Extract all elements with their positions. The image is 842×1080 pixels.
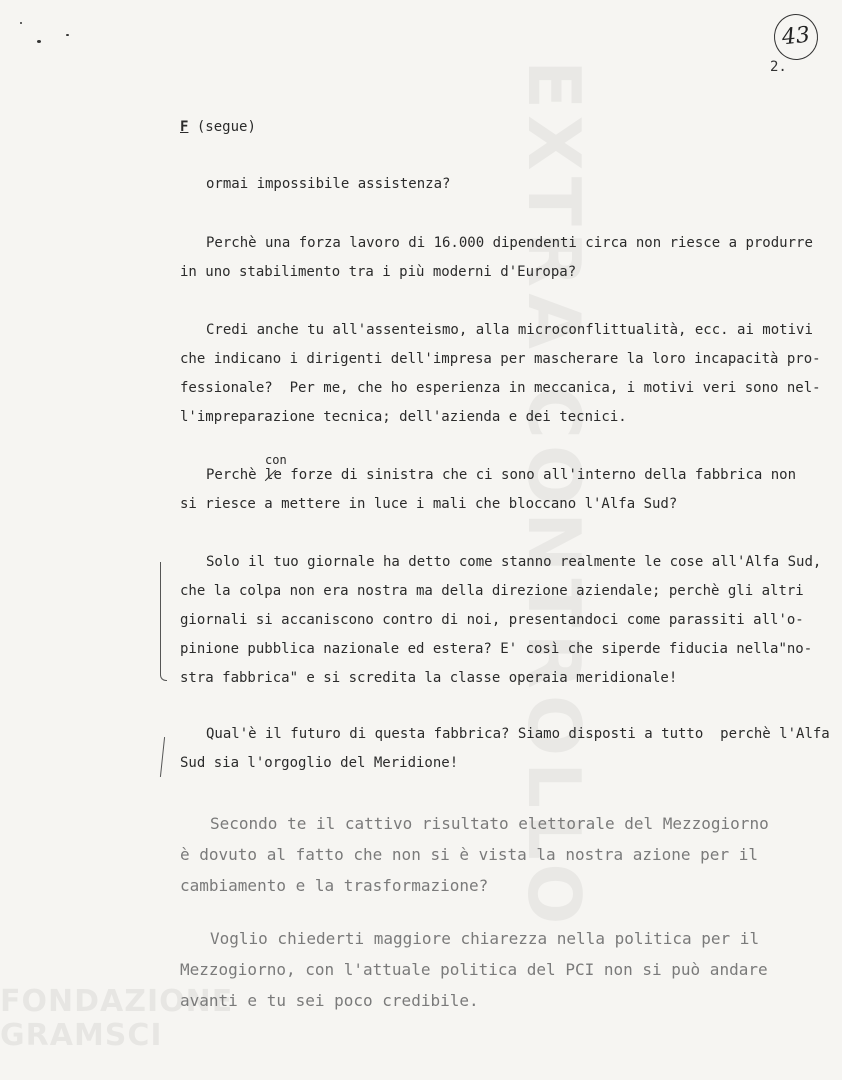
paragraph-line — [206, 453, 797, 490]
paragraph-line: giornali si accaniscono contro di noi, presentandoci come parassiti all'o- — [180, 612, 804, 628]
paragraph-line: in uno stabilimento tra i più moderni d'Europa? — [180, 264, 577, 280]
handwritten-correction — [265, 453, 287, 483]
watermark: EXTRA CONTROLLO — [512, 60, 596, 931]
faded-paragraph-line: Mezzogiorno, con l'attuale politica del PCI non si può andare — [180, 960, 768, 979]
paragraph-line: che la colpa non era nostra ma della direzione aziendale; perchè gli altri — [180, 583, 804, 599]
margin-line — [160, 737, 165, 777]
paragraph-line: Qual'è il futuro di questa fabbrica? Siamo disposti a tutto perchè l'Alfa — [206, 726, 830, 742]
faded-paragraph-line: Voglio chiederti maggiore chiarezza nella politica per il — [210, 929, 760, 948]
section-note: (segue) — [196, 119, 256, 135]
faded-paragraph-line: avanti e tu sei poco credibile. — [180, 991, 479, 1010]
line-prefix: Perchè — [206, 467, 266, 483]
faded-paragraph-line: è dovuto al fatto che non si è vista la nostra azione per il — [180, 845, 758, 864]
page-number: 2. — [770, 59, 787, 75]
paragraph-line: Sud sia l'orgoglio del Meridione! — [180, 755, 459, 771]
ink-speck — [66, 34, 69, 36]
archive-number: 43 — [772, 12, 821, 62]
paragraph-line: che indicano i dirigenti dell'impresa per mascherare la loro incapacità pro- — [180, 351, 821, 367]
ink-speck — [20, 22, 22, 24]
paragraph-line: si riesce a mettere in luce i mali che bloccano l'Alfa Sud? — [180, 496, 678, 512]
section-letter: F — [180, 119, 189, 135]
margin-bracket — [160, 562, 167, 681]
paragraph-line: Perchè una forza lavoro di 16.000 dipendenti circa non riesce a produrre — [206, 235, 813, 251]
struck-word: le — [265, 467, 282, 483]
paragraph-line: l'impreparazione tecnica; dell'azienda e dei tecnici. — [180, 409, 627, 425]
paragraph-line: pinione pubblica nazionale ed estera? E' così che siperde fiducia nella"no- — [180, 641, 813, 657]
faded-paragraph-line: Secondo te il cattivo risultato elettorale del Mezzogiorno — [210, 814, 769, 833]
ink-speck — [37, 40, 41, 43]
paragraph-line: Solo il tuo giornale ha detto come stanno realmente le cose all'Alfa Sud, — [206, 554, 822, 570]
faded-paragraph-line: cambiamento e la trasformazione? — [180, 876, 489, 895]
foundation-logo: FONDAZIONE GRAMSCI — [0, 984, 234, 1053]
paragraph-line: stra fabbrica" e si scredita la classe operaia meridionale! — [180, 670, 678, 686]
paragraph-line: Credi anche tu all'assenteismo, alla microconflittualità, ecc. ai motivi — [206, 322, 813, 338]
paragraph-line: ormai impossibile assistenza? — [206, 176, 451, 192]
paragraph-line: fessionale? Per me, che ho esperienza in meccanica, i motivi veri sono nel- — [180, 380, 821, 396]
inserted-word: con — [265, 453, 287, 467]
section-heading — [180, 113, 256, 142]
line-suffix: forze di sinistra che ci sono all'interno della fabbrica non — [281, 467, 797, 483]
